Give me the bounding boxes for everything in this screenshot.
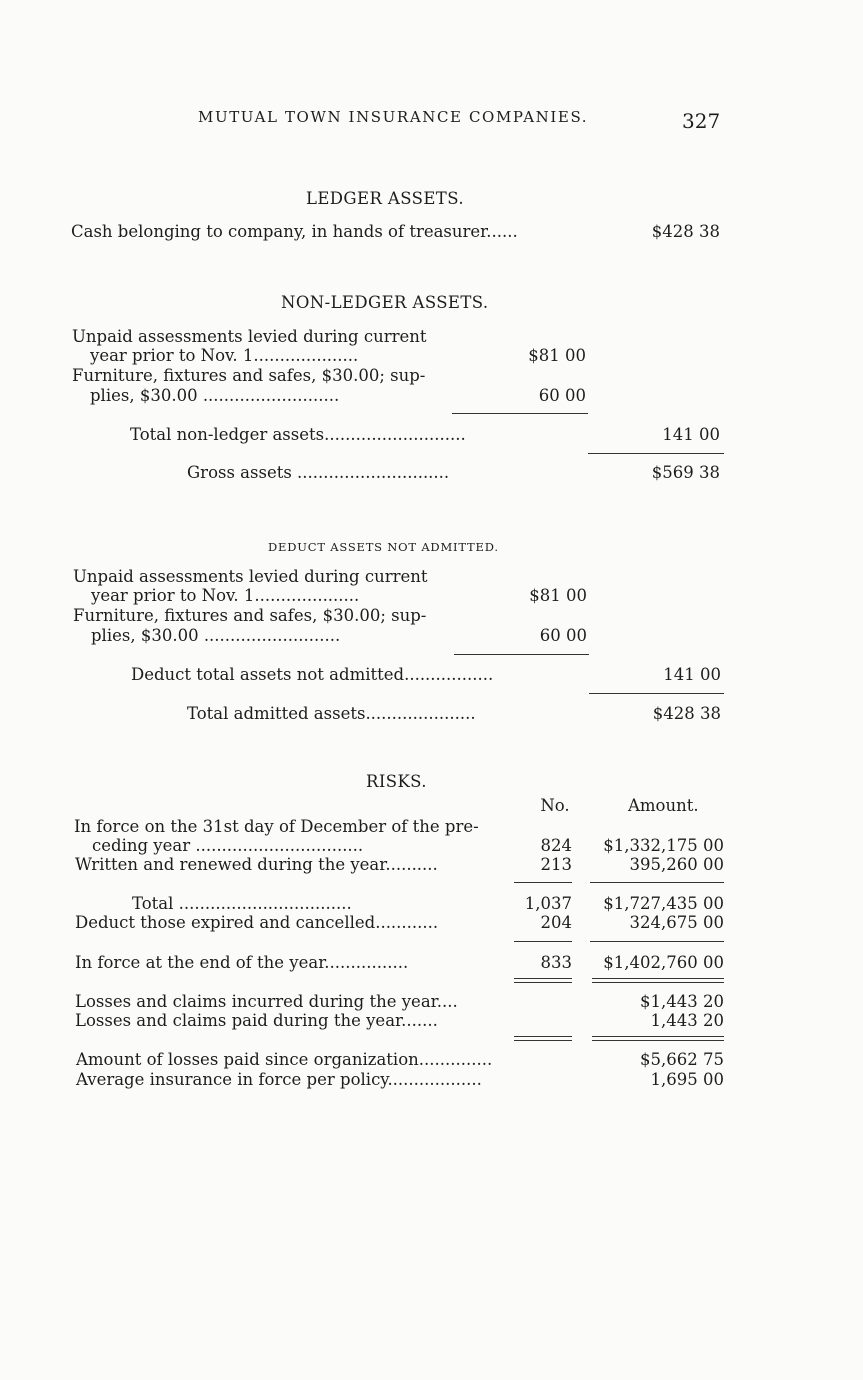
risk-row-0-amount: $1,332,175 00 bbox=[603, 836, 724, 855]
nl-total-rule bbox=[588, 453, 724, 454]
nl-subtotal-rule bbox=[452, 413, 588, 414]
risk-amount-rule-1 bbox=[590, 882, 724, 883]
risks-col-amount: Amount. bbox=[628, 796, 699, 815]
cash-value: $428 38 bbox=[651, 222, 720, 241]
risk-row-5-amount: $1,443 20 bbox=[640, 992, 724, 1011]
nl-furniture-line1: Furniture, fixtures and safes, $30.00; sup- bbox=[72, 366, 426, 385]
da-unpaid-line2: year prior to Nov. 1.................... bbox=[91, 586, 360, 605]
risk-row-0-label: ceding year ................................ bbox=[92, 836, 364, 855]
da-total-rule bbox=[589, 693, 724, 694]
risk-row-3-no: 204 bbox=[540, 913, 572, 932]
risk-no-double-rule-2 bbox=[514, 1036, 572, 1041]
gross-assets-label: Gross assets ............................. bbox=[187, 463, 450, 482]
ledger-assets-heading: LEDGER ASSETS. bbox=[306, 189, 464, 208]
nl-furniture-line2: plies, $30.00 .......................... bbox=[90, 386, 340, 405]
admitted-assets-value: $428 38 bbox=[652, 704, 721, 723]
risk-row-1-no: 213 bbox=[540, 855, 572, 874]
non-ledger-assets-heading: NON-LEDGER ASSETS. bbox=[281, 293, 489, 312]
nl-unpaid-line2: year prior to Nov. 1.................... bbox=[90, 346, 359, 365]
nl-total-label: Total non-ledger assets........................... bbox=[130, 425, 466, 444]
da-unpaid-line1: Unpaid assessments levied during current bbox=[73, 567, 428, 586]
risk-row-3-amount: 324,675 00 bbox=[629, 913, 724, 932]
da-furniture-line1: Furniture, fixtures and safes, $30.00; sup- bbox=[73, 606, 427, 625]
risks-heading: RISKS. bbox=[366, 772, 427, 791]
da-total-value: 141 00 bbox=[663, 665, 721, 684]
risk-row-7-label: Amount of losses paid since organization.............. bbox=[76, 1050, 493, 1069]
risk-row-1-label: Written and renewed during the year.......... bbox=[75, 855, 438, 874]
da-furniture-value: 60 00 bbox=[539, 626, 587, 645]
risk-amount-double-rule-1 bbox=[592, 978, 724, 983]
risk-row-0-line1: In force on the 31st day of December of the pre- bbox=[74, 817, 479, 836]
risk-no-rule-1 bbox=[514, 882, 572, 883]
risks-col-no: No. bbox=[540, 796, 570, 815]
risk-no-rule-2 bbox=[514, 941, 572, 942]
risk-row-7-amount: $5,662 75 bbox=[640, 1050, 724, 1069]
risk-row-5-label: Losses and claims incurred during the year.... bbox=[75, 992, 458, 1011]
da-furniture-line2: plies, $30.00 .......................... bbox=[91, 626, 341, 645]
risk-no-double-rule-1 bbox=[514, 978, 572, 983]
da-total-label: Deduct total assets not admitted................. bbox=[131, 665, 494, 684]
nl-total-value: 141 00 bbox=[662, 425, 720, 444]
running-header: MUTUAL TOWN INSURANCE COMPANIES. bbox=[198, 108, 589, 126]
risk-row-3-label: Deduct those expired and cancelled............ bbox=[75, 913, 439, 932]
admitted-assets-label: Total admitted assets..................... bbox=[187, 704, 476, 723]
deduct-assets-heading: DEDUCT ASSETS NOT ADMITTED. bbox=[268, 540, 499, 554]
risk-row-6-label: Losses and claims paid during the year....... bbox=[75, 1011, 438, 1030]
risk-row-2-no: 1,037 bbox=[524, 894, 572, 913]
nl-unpaid-value: $81 00 bbox=[528, 346, 586, 365]
risk-row-4-amount: $1,402,760 00 bbox=[603, 953, 724, 972]
risk-row-4-no: 833 bbox=[540, 953, 572, 972]
risk-amount-double-rule-2 bbox=[592, 1036, 724, 1041]
nl-furniture-value: 60 00 bbox=[538, 386, 586, 405]
gross-assets-value: $569 38 bbox=[651, 463, 720, 482]
risk-amount-rule-2 bbox=[590, 941, 724, 942]
risk-row-8-label: Average insurance in force per policy.................. bbox=[76, 1070, 482, 1089]
da-subtotal-rule bbox=[454, 654, 589, 655]
risk-row-4-label: In force at the end of the year................ bbox=[75, 953, 409, 972]
risk-row-2-amount: $1,727,435 00 bbox=[603, 894, 724, 913]
page-number: 327 bbox=[682, 109, 721, 133]
risk-row-6-amount: 1,443 20 bbox=[650, 1011, 724, 1030]
nl-unpaid-line1: Unpaid assessments levied during current bbox=[72, 327, 427, 346]
cash-label: Cash belonging to company, in hands of treasurer...... bbox=[71, 222, 518, 241]
risk-row-2-label: Total ................................. bbox=[132, 894, 352, 913]
risk-row-8-amount: 1,695 00 bbox=[650, 1070, 724, 1089]
risk-row-1-amount: 395,260 00 bbox=[629, 855, 724, 874]
risk-row-0-no: 824 bbox=[540, 836, 572, 855]
da-unpaid-value: $81 00 bbox=[529, 586, 587, 605]
